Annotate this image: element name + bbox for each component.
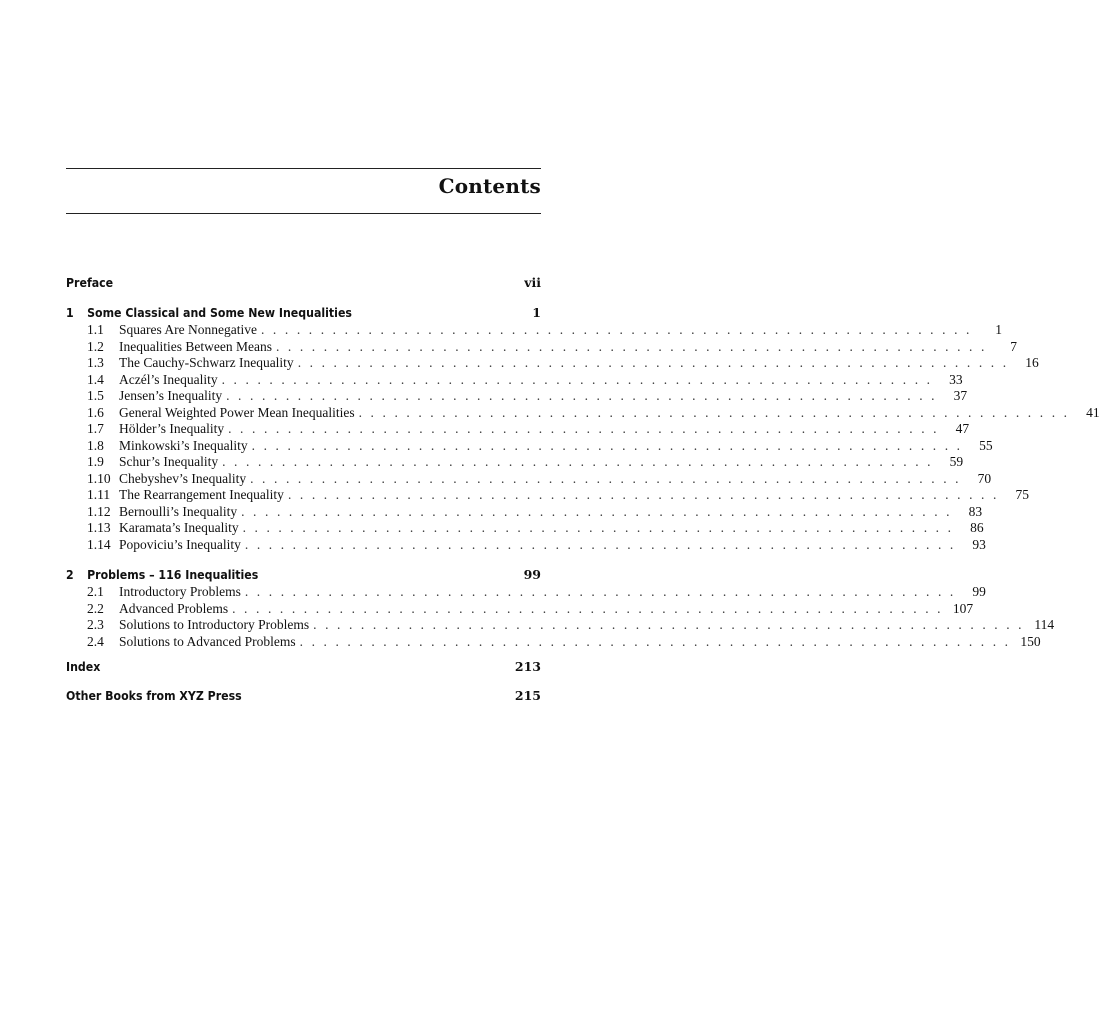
- dot-leader: . . . . . . . . . . . . . . . . . . . . . . . . . . . . . . . . . . . . . . . . . . . . . . . . . . . . . . . . . . . .: [358, 404, 1070, 420]
- section-page: 86: [970, 520, 984, 535]
- section-number: 2.2: [87, 600, 104, 616]
- section-page: 107: [952, 600, 974, 616]
- section-number: 2.3: [87, 617, 104, 632]
- dot-leader: . . . . . . . . . . . . . . . . . . . . . . . . . . . . . . . . . . . . . . . . . . . . . . . . . . . . . . . . . . . .: [275, 338, 987, 354]
- index-label: Index: [66, 659, 101, 674]
- section-number: 2.1: [87, 584, 104, 599]
- section-entry[interactable]: [66, 487, 1029, 504]
- dot-leader: . . . . . . . . . . . . . . . . . . . . . . . . . . . . . . . . . . . . . . . . . . . . . . . . . . . . . . . . . . . .: [251, 437, 963, 453]
- section-title: Minkowski’s Inequality: [119, 437, 248, 453]
- section-entry[interactable]: [66, 388, 968, 405]
- section-page: 41: [1086, 404, 1100, 420]
- section-entry[interactable]: [66, 322, 1002, 339]
- dot-leader: . . . . . . . . . . . . . . . . . . . . . . . . . . . . . . . . . . . . . . . . . . . . . . . . . . . . . . . . . . . .: [313, 617, 1025, 632]
- dot-leader: . . . . . . . . . . . . . . . . . . . . . . . . . . . . . . . . . . . . . . . . . . . . . . . . . . . . . . . . . . . .: [297, 355, 1009, 370]
- section-title: Chebyshev’s Inequality: [119, 470, 247, 486]
- section-title: Introductory Problems: [119, 584, 241, 599]
- section-page: 114: [1034, 617, 1055, 632]
- chapter-number: 2: [66, 567, 74, 582]
- chapter-title: Problems – 116 Inequalities: [87, 567, 259, 582]
- section-page: 150: [1020, 633, 1041, 649]
- dot-leader: . . . . . . . . . . . . . . . . . . . . . . . . . . . . . . . . . . . . . . . . . . . . . . . . . . . . . . . . . . . .: [260, 322, 972, 337]
- section-number: 1.2: [87, 338, 104, 354]
- section-entry[interactable]: [66, 404, 1100, 422]
- section-title: Solutions to Advanced Problems: [119, 633, 296, 649]
- section-page: 1: [995, 322, 1002, 337]
- section-page: 93: [972, 536, 986, 552]
- dot-leader: . . . . . . . . . . . . . . . . . . . . . . . . . . . . . . . . . . . . . . . . . . . . . . . . . . . . . . . . . . . .: [242, 520, 954, 535]
- table-of-contents: [66, 268, 1100, 710]
- section-number: 1.12: [87, 503, 111, 519]
- top-rule: [66, 168, 541, 169]
- dot-leader: . . . . . . . . . . . . . . . . . . . . . . . . . . . . . . . . . . . . . . . . . . . . . . . . . . . . . . . . . . . .: [222, 454, 934, 469]
- dot-leader: . . . . . . . . . . . . . . . . . . . . . . . . . . . . . . . . . . . . . . . . . . . . . . . . . . . . . . . . . . . .: [244, 536, 956, 552]
- section-entry[interactable]: [66, 584, 986, 601]
- other-books-label: Other Books from XYZ Press: [66, 688, 242, 703]
- section-entry[interactable]: [66, 437, 993, 455]
- section-title: Jensen’s Inequality: [119, 388, 223, 403]
- toc-entry-index[interactable]: [66, 652, 541, 681]
- section-number: 1.13: [87, 520, 111, 535]
- index-page: 213: [514, 659, 541, 674]
- section-title: The Rearrangement Inequality: [119, 487, 284, 502]
- dot-leader: . . . . . . . . . . . . . . . . . . . . . . . . . . . . . . . . . . . . . . . . . . . . . . . . . . . . . . . . . . . .: [228, 421, 940, 436]
- dot-leader: . . . . . . . . . . . . . . . . . . . . . . . . . . . . . . . . . . . . . . . . . . . . . . . . . . . . . . . . . . . .: [299, 633, 1011, 649]
- section-entry[interactable]: [66, 454, 964, 471]
- section-entry[interactable]: [66, 536, 986, 554]
- preface-page: vii: [524, 275, 541, 290]
- chapter-label: [66, 566, 258, 584]
- section-title: Bernoulli’s Inequality: [119, 503, 238, 519]
- section-title: Karamata’s Inequality: [119, 520, 239, 535]
- chapter-title: Some Classical and Some New Inequalities: [87, 305, 352, 320]
- dot-leader: . . . . . . . . . . . . . . . . . . . . . . . . . . . . . . . . . . . . . . . . . . . . . . . . . . . . . . . . . . . .: [232, 600, 944, 616]
- section-title: Inequalities Between Means: [119, 338, 272, 354]
- section-title: Popoviciu’s Inequality: [119, 536, 241, 552]
- chapter-list: [66, 304, 1100, 650]
- section-title: Solutions to Introductory Problems: [119, 617, 310, 632]
- chapter-block: [66, 566, 1055, 650]
- section-title: Schur’s Inequality: [119, 454, 219, 469]
- page-title: Contents: [438, 174, 541, 198]
- section-entry[interactable]: [66, 355, 1039, 372]
- section-page: 70: [977, 470, 992, 486]
- toc-entry-preface[interactable]: [66, 268, 541, 297]
- dot-leader: . . . . . . . . . . . . . . . . . . . . . . . . . . . . . . . . . . . . . . . . . . . . . . . . . . . . . . . . . . . .: [241, 503, 953, 519]
- section-number: 1.10: [87, 470, 111, 486]
- section-number: 1.9: [87, 454, 104, 469]
- section-number: 1.7: [87, 421, 104, 436]
- section-number: 1.11: [87, 487, 111, 502]
- section-title: Advanced Problems: [119, 600, 229, 616]
- section-entry[interactable]: [66, 470, 992, 488]
- chapter-spacer: [66, 553, 541, 559]
- toc-entry-other-books[interactable]: [66, 681, 541, 710]
- section-number: 2.4: [87, 633, 104, 649]
- section-entry[interactable]: [66, 520, 984, 537]
- section-entry[interactable]: [66, 503, 983, 521]
- bottom-rule: [66, 213, 541, 214]
- section-title: Squares Are Nonnegative: [119, 322, 257, 337]
- section-entry[interactable]: [66, 617, 1055, 634]
- chapter-page: 99: [523, 567, 541, 582]
- section-entry[interactable]: [66, 371, 963, 389]
- section-number: 1.4: [87, 371, 104, 387]
- section-page: 37: [953, 388, 968, 403]
- section-number: 1.6: [87, 404, 104, 420]
- section-page: 16: [1025, 355, 1039, 370]
- section-page: 75: [1015, 487, 1029, 502]
- dot-leader: . . . . . . . . . . . . . . . . . . . . . . . . . . . . . . . . . . . . . . . . . . . . . . . . . . . . . . . . . . . .: [221, 371, 933, 387]
- chapter-number: 1: [66, 305, 74, 320]
- section-number: 1.14: [87, 536, 111, 552]
- section-title: Aczél’s Inequality: [119, 371, 218, 387]
- section-entry[interactable]: [66, 338, 1017, 356]
- section-number: 1.5: [87, 388, 104, 403]
- dot-leader: . . . . . . . . . . . . . . . . . . . . . . . . . . . . . . . . . . . . . . . . . . . . . . . . . . . . . . . . . . . .: [226, 388, 938, 403]
- chapter-heading[interactable]: [66, 566, 541, 584]
- chapter-page: 1: [532, 305, 541, 320]
- section-entry[interactable]: [66, 633, 1041, 651]
- section-page: 59: [949, 454, 964, 469]
- chapter-block: [66, 304, 1100, 553]
- preface-label: Preface: [66, 275, 114, 290]
- chapter-label: [66, 304, 352, 322]
- section-entry[interactable]: [66, 421, 970, 438]
- section-number: 1.8: [87, 437, 104, 453]
- section-page: 7: [1010, 338, 1017, 354]
- section-number: 1.1: [87, 322, 104, 337]
- section-number: 1.3: [87, 355, 104, 370]
- dot-leader: . . . . . . . . . . . . . . . . . . . . . . . . . . . . . . . . . . . . . . . . . . . . . . . . . . . . . . . . . . . .: [287, 487, 999, 502]
- section-title: General Weighted Power Mean Inequalities: [119, 404, 355, 420]
- section-page: 47: [955, 421, 970, 436]
- chapter-heading[interactable]: [66, 304, 541, 322]
- dot-leader: . . . . . . . . . . . . . . . . . . . . . . . . . . . . . . . . . . . . . . . . . . . . . . . . . . . . . . . . . . . .: [250, 470, 962, 486]
- section-page: 99: [972, 584, 986, 599]
- section-title: Hölder’s Inequality: [119, 421, 225, 436]
- section-entry[interactable]: [66, 600, 974, 618]
- dot-leader: . . . . . . . . . . . . . . . . . . . . . . . . . . . . . . . . . . . . . . . . . . . . . . . . . . . . . . . . . . . .: [244, 584, 956, 599]
- section-page: 33: [949, 371, 963, 387]
- section-page: 83: [968, 503, 983, 519]
- other-books-page: 215: [514, 688, 541, 703]
- section-title: The Cauchy-Schwarz Inequality: [119, 355, 294, 370]
- section-page: 55: [979, 437, 993, 453]
